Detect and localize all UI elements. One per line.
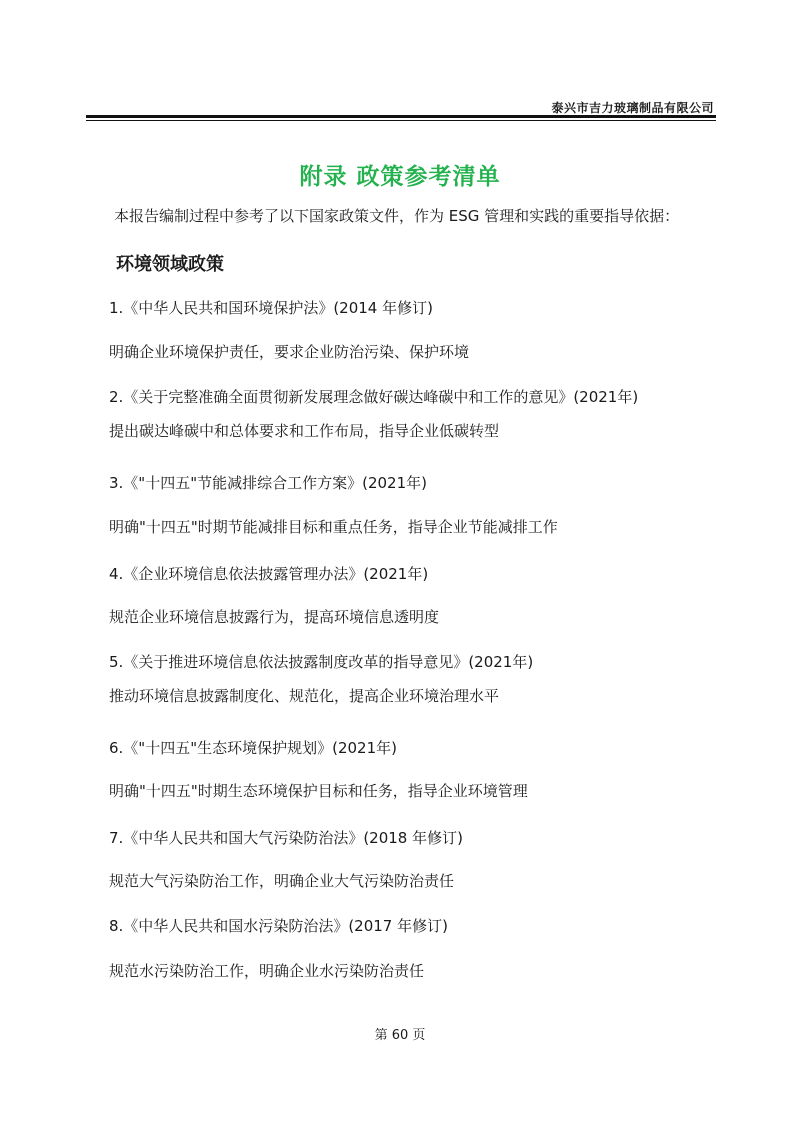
page-number: 第 60 页 (374, 1028, 426, 1043)
policy-item-desc: 提出碳达峰碳中和总体要求和工作布局，指导企业低碳转型 (109, 422, 500, 440)
policy-item-desc: 明确企业环境保护责任，要求企业防治污染、保护环境 (109, 343, 470, 361)
company-name: 泰兴市吉力玻璃制品有限公司 (551, 101, 714, 115)
policy-item-title: 8.《中华人民共和国水污染防治法》(2017 年修订) (109, 917, 448, 935)
header-rule-thick (86, 115, 716, 118)
intro-paragraph: 本报告编制过程中参考了以下国家政策文件，作为 ESG 管理和实践的重要指导依据： (114, 207, 680, 225)
policy-item-title: 3.《"十四五"节能减排综合工作方案》(2021年) (109, 474, 427, 492)
section-heading: 环境领域政策 (116, 254, 224, 275)
policy-item-desc: 规范水污染防治工作，明确企业水污染防治责任 (109, 962, 425, 980)
header-rule-thin (86, 120, 716, 121)
policy-item-title: 6.《"十四五"生态环境保护规划》(2021年) (109, 739, 397, 757)
policy-item-title: 2.《关于完整准确全面贯彻新发展理念做好碳达峰碳中和工作的意见》(2021年) (109, 388, 639, 406)
policy-item-desc: 推动环境信息披露制度化、规范化，提高企业环境治理水平 (109, 687, 500, 705)
policy-item-desc: 明确"十四五"时期生态环境保护目标和任务，指导企业环境管理 (109, 782, 528, 800)
policy-item-title: 4.《企业环境信息依法披露管理办法》(2021年) (109, 565, 429, 583)
policy-item-title: 7.《中华人民共和国大气污染防治法》(2018 年修订) (109, 829, 463, 847)
policy-item-desc: 明确"十四五"时期节能减排目标和重点任务，指导企业节能减排工作 (109, 518, 558, 536)
page-title: 附录 政策参考清单 (299, 164, 501, 190)
policy-item-title: 1.《中华人民共和国环境保护法》(2014 年修订) (109, 299, 433, 317)
policy-item-title: 5.《关于推进环境信息依法披露制度改革的指导意见》(2021年) (109, 653, 534, 671)
policy-item-desc: 规范大气污染防治工作，明确企业大气污染防治责任 (109, 872, 455, 890)
policy-item-desc: 规范企业环境信息披露行为，提高环境信息透明度 (109, 608, 440, 626)
